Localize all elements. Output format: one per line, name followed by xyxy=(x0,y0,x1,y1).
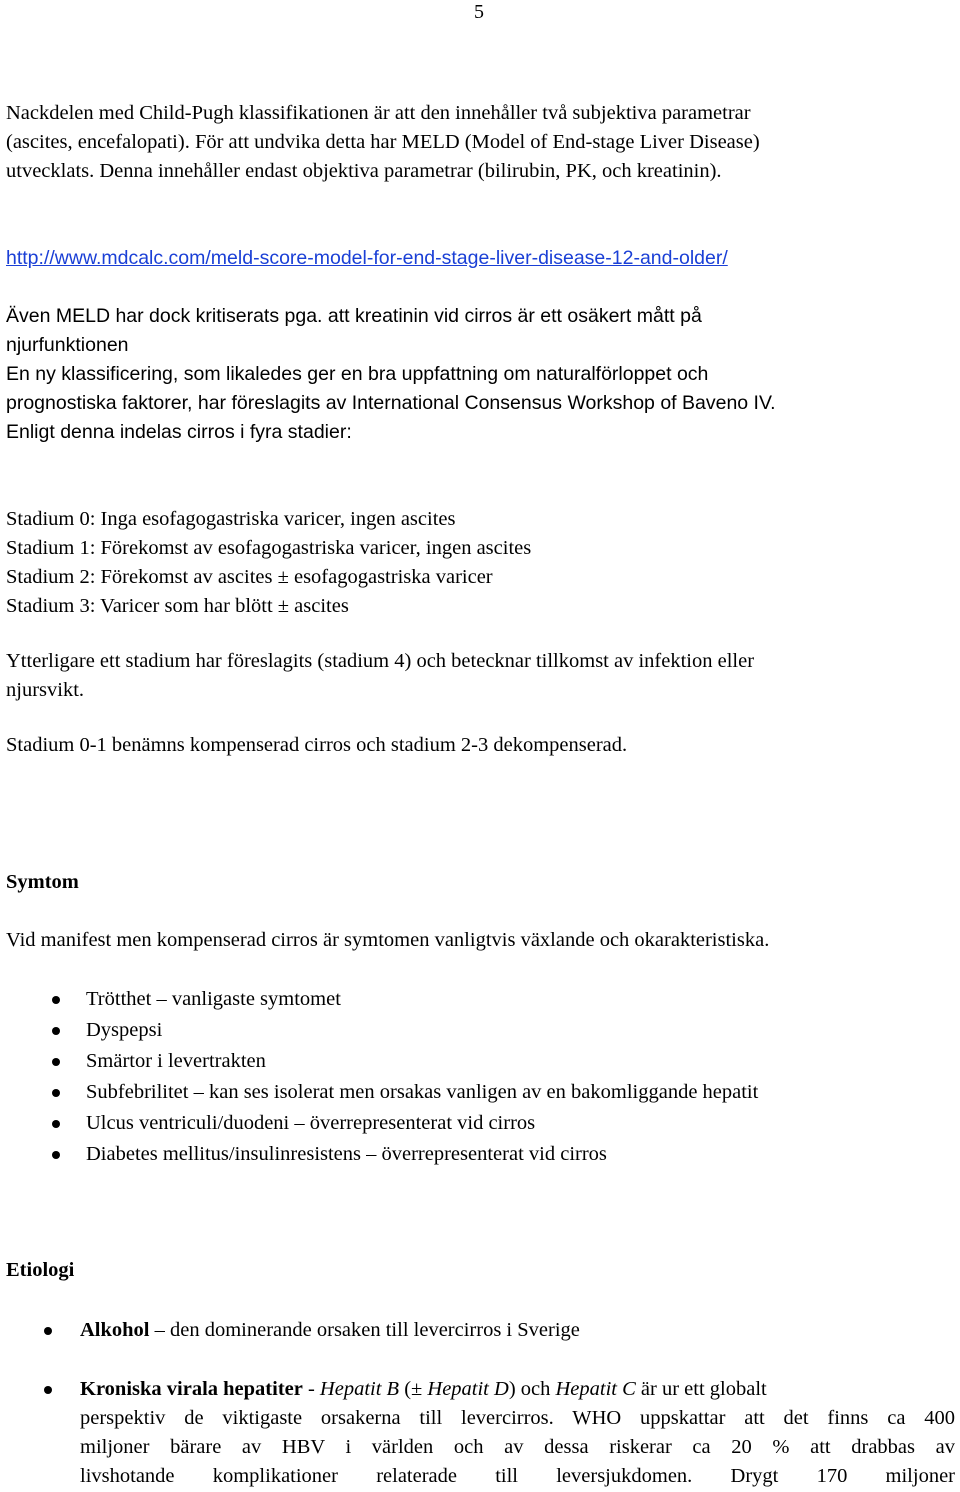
hepatit-c: Hepatit C xyxy=(555,1378,636,1400)
stage-item: Stadium 3: Varicer som har blött ± ascites xyxy=(6,595,349,617)
intro-line: utvecklats. Denna innehåller endast objektiva parametrar (bilirubin, PK, och kreatinin). xyxy=(6,160,722,182)
bullet-icon xyxy=(52,1151,60,1159)
baveno-line: En ny klassificering, som likaledes ger en bra uppfattning om naturalförloppet och xyxy=(6,363,709,385)
paren-open: (± xyxy=(399,1378,428,1400)
page-number: 5 xyxy=(474,1,484,23)
list-item-text: Ulcus ventriculi/duodeni – överrepresenterat vid cirros xyxy=(86,1112,536,1134)
bullet-icon xyxy=(52,1120,60,1128)
list-item-text: Subfebrilitet – kan ses isolerat men orsakas vanligen av en bakomliggande hepatit xyxy=(86,1081,759,1103)
viral-rest: är ur ett globalt xyxy=(635,1378,767,1400)
list-item-text: Smärtor i levertrakten xyxy=(86,1050,266,1072)
compensation-text: Stadium 0-1 benämns kompenserad cirros och stadium 2-3 dekompenserad. xyxy=(6,734,628,756)
paren-close: ) och xyxy=(508,1378,556,1400)
alcohol-label: Alkohol xyxy=(80,1319,150,1341)
list-item-text xyxy=(80,1316,580,1345)
criticism-line: njurfunktionen xyxy=(6,334,129,356)
bullet-icon xyxy=(52,1058,60,1066)
bullet-icon xyxy=(44,1386,52,1394)
list-item-text: Diabetes mellitus/insulinresistens – överrepresenterat vid cirros xyxy=(86,1143,607,1165)
intro-line: (ascites, encefalopati). För att undvika detta har MELD (Model of End-stage Liver Disease) xyxy=(6,131,760,153)
viral-label: Kroniska virala hepatiter xyxy=(80,1378,303,1400)
bullet-icon xyxy=(52,996,60,1004)
baveno-line: prognostiska faktorer, har föreslagits av International Consensus Workshop of Baveno IV. xyxy=(6,392,776,414)
viral-line-4: livshotande komplikationer relaterade till leversjukdomen. Drygt 170 miljoner xyxy=(80,1465,955,1487)
meld-link[interactable]: http://www.mdcalc.com/meld-score-model-for-end-stage-liver-disease-12-and-older/ xyxy=(6,247,728,269)
criticism-line: Även MELD har dock kritiserats pga. att kreatinin vid cirros är ett osäkert mått på xyxy=(6,305,702,327)
etiologi-heading: Etiologi xyxy=(6,1259,75,1281)
bullet-icon xyxy=(52,1027,60,1035)
stage4-line: Ytterligare ett stadium har föreslagits (stadium 4) och betecknar tillkomst av infektion eller xyxy=(6,650,755,672)
stage4-line: njursvikt. xyxy=(6,679,85,701)
stage-item: Stadium 0: Inga esofagogastriska varicer, ingen ascites xyxy=(6,508,456,530)
viral-line-1 xyxy=(80,1375,955,1404)
hepatit-b: Hepatit B xyxy=(319,1378,400,1400)
stage-item: Stadium 1: Förekomst av esofagogastriska varicer, ingen ascites xyxy=(6,537,532,559)
viral-line-2: perspektiv de viktigaste orsakerna till levercirros. WHO uppskattar att det finns ca 400 xyxy=(80,1407,955,1429)
baveno-line: Enligt denna indelas cirros i fyra stadier: xyxy=(6,421,352,443)
viral-line-3: miljoner bärare av HBV i världen och av dessa riskerar ca 20 % att drabbas av xyxy=(80,1436,955,1458)
symtom-intro: Vid manifest men kompenserad cirros är symtomen vanligtvis växlande och okarakteristiska. xyxy=(6,929,770,951)
list-item-text: Dyspepsi xyxy=(86,1019,163,1041)
intro-line: Nackdelen med Child-Pugh klassifikationen är att den innehåller två subjektiva parametrar xyxy=(6,102,751,124)
stage-item: Stadium 2: Förekomst av ascites ± esofagogastriska varicer xyxy=(6,566,493,588)
bullet-icon xyxy=(44,1327,52,1335)
alcohol-description: – den dominerande orsaken till levercirros i Sverige xyxy=(149,1319,580,1341)
dash: - xyxy=(302,1378,320,1400)
symtom-heading: Symtom xyxy=(6,871,79,893)
list-item-text: Trötthet – vanligaste symtomet xyxy=(86,988,341,1010)
hepatit-d: Hepatit D xyxy=(427,1378,509,1400)
bullet-icon xyxy=(52,1089,60,1097)
